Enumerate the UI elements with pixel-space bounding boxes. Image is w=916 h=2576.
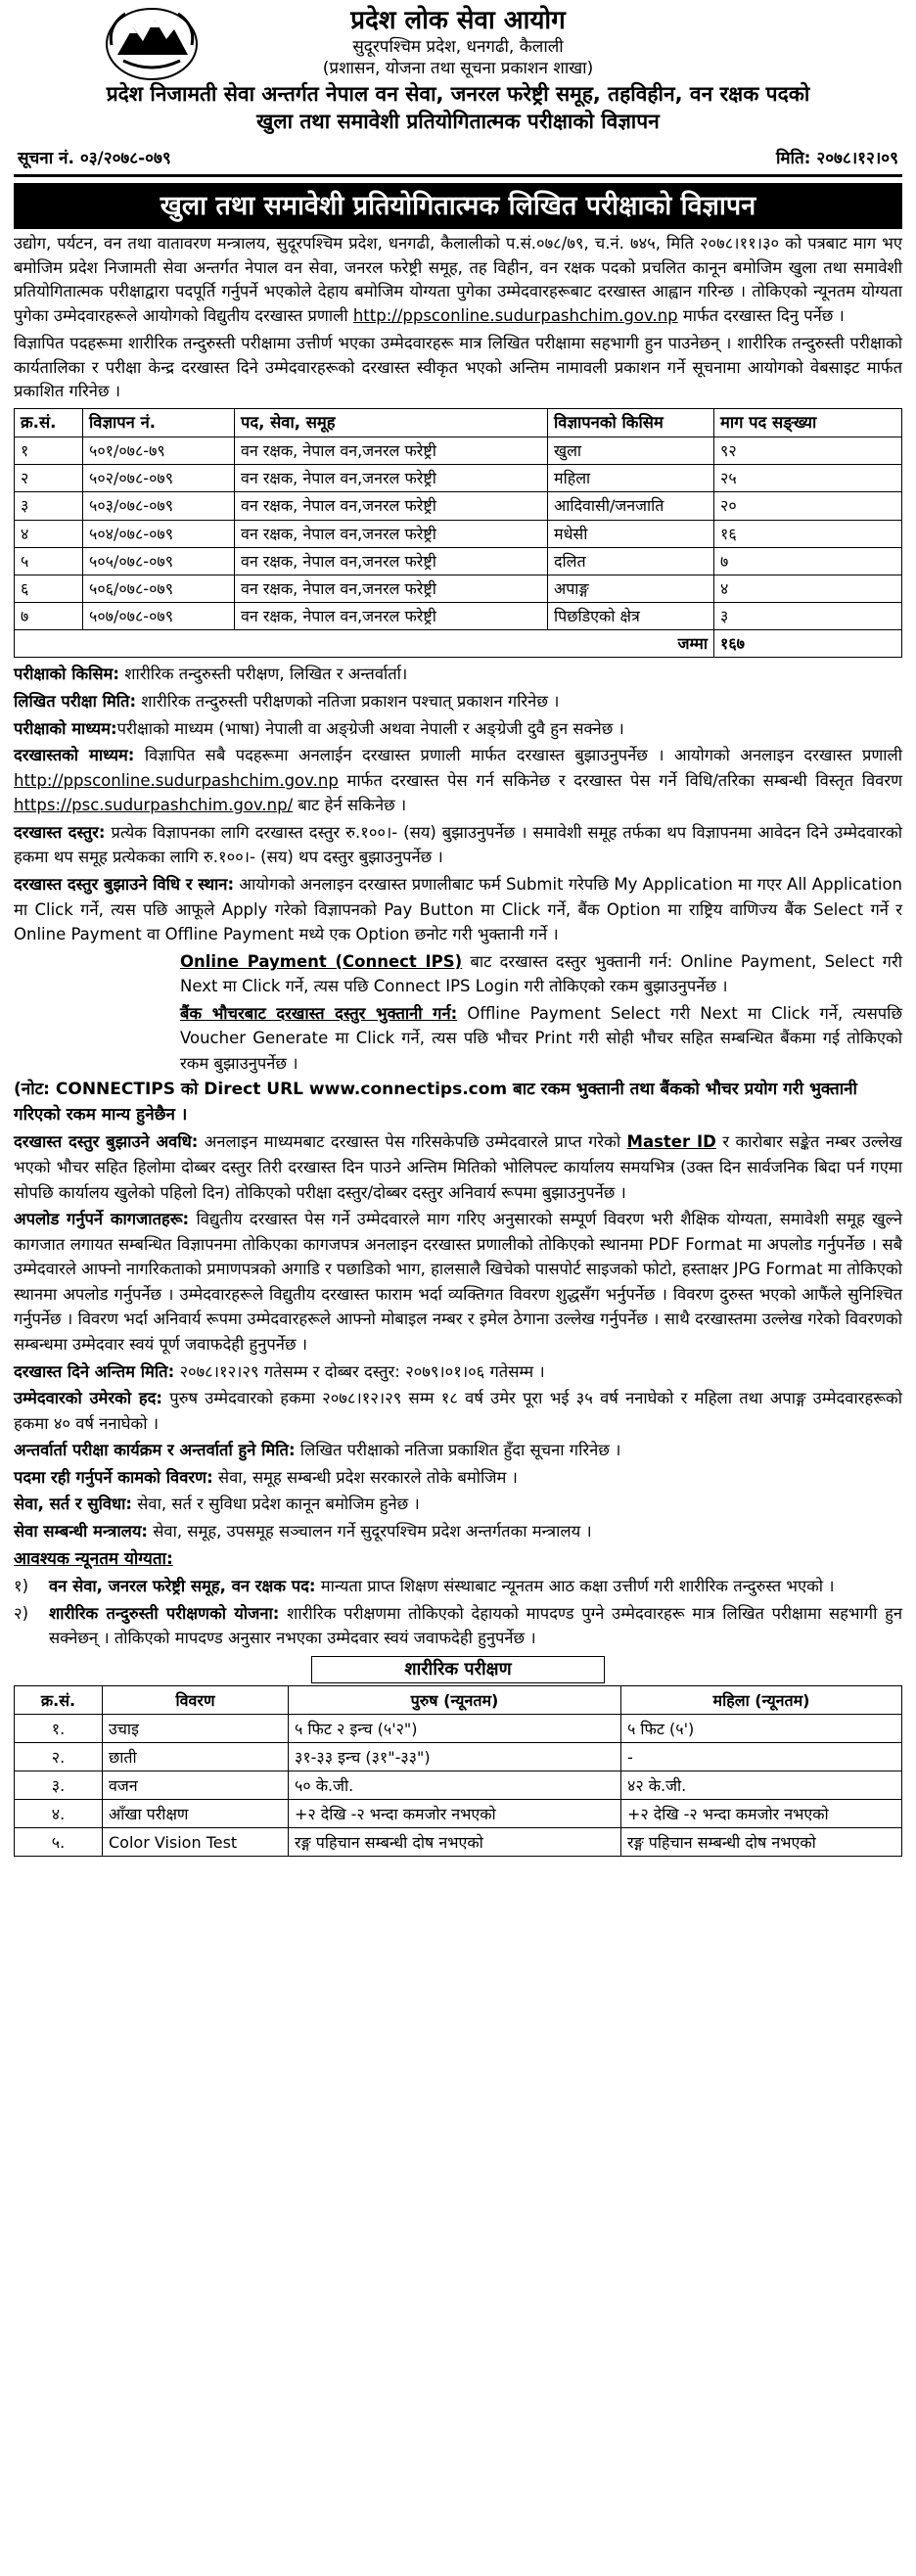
table-cell: वन रक्षक, नेपाल वन,जनरल फरेष्ट्री	[235, 437, 548, 464]
table-cell: उचाइ	[103, 1715, 289, 1743]
table-cell: ४२ के.जी.	[621, 1771, 902, 1800]
table-cell: १६	[714, 520, 902, 547]
exam-type: परीक्षाको किसिम: शारीरिक तन्दुरुस्ती परीक्षण, लिखित र अन्तर्वार्ता।	[14, 665, 408, 684]
age-limit: उम्मेदवारको उमेरको हद: पुरुष उम्मेदवारको हकमा २०७८।१२।२९ सम्म १८ वर्ष उमेर पूरा भई ३५ वर्ष ननाघेको र महिला तथा अपाङ्ग उम्मेदवारहरूको हकमा ४० वर्ष ननाघेको ।	[14, 1389, 903, 1433]
physical-table-header: क्र.सं. विवरण पुरुष (न्यूनतम) महिला (न्यूनतम)	[15, 1686, 902, 1715]
table-row	[15, 547, 902, 575]
table-cell: ५०५/०७८-०७९	[83, 547, 235, 575]
table-cell: १	[15, 437, 83, 464]
exam-medium: परीक्षाको माध्यम:परीक्षाको माध्यम (भाषा) नेपाली वा अङ्ग्रेजी अथवा नेपाली र अङ्ग्रेजी दुवै हुन सक्नेछ ।	[14, 718, 624, 738]
table-cell: ४.	[15, 1800, 103, 1828]
requirement-item: १) वन सेवा, जनरल फरेष्ट्री समूह, वन रक्षक पद: मान्यता प्राप्त शिक्षण संस्थाबाट न्यूनतम आठ कक्षा उत्तीर्ण गरी शारीरिक तन्दुरुस्त भएको ।	[14, 1577, 835, 1596]
table-cell: १.	[15, 1715, 103, 1743]
table-cell: खुला	[548, 437, 714, 464]
table-cell: ३	[714, 603, 902, 630]
table-cell: वन रक्षक, नेपाल वन,जनरल फरेष्ट्री	[235, 465, 548, 492]
psc-website-link[interactable]: https://psc.sudurpashchim.gov.np/	[14, 796, 294, 815]
posts-total-row: जम्मा १६७	[15, 630, 902, 658]
table-cell: छाती	[103, 1743, 289, 1771]
table-row	[15, 575, 902, 602]
table-cell: ३१-३३ इन्च (३१"-३३")	[289, 1743, 621, 1771]
table-cell: ७	[714, 547, 902, 575]
table-cell: ५ फिट (५')	[621, 1715, 902, 1743]
table-row	[15, 520, 902, 547]
table-cell: ५०६/०७८-०७९	[83, 575, 235, 602]
table-cell: २५	[714, 465, 902, 492]
fee-deadline: दरखास्त दस्तुर बुझाउने अवधि: अनलाइन माध्यमबाट दरखास्त पेस गरिसकेपछि उम्मेदवारले प्राप्त गरेको Master ID र कारोबार सङ्केत नम्बर उल्लेख भएको भौचर सहित हिलोमा दोब्बर दस्तुर तिरी दरखास्त दिन पाउने अन्तिम मितिको भोलिपल्ट कार्यालय समयभित्र (उक्त दिन सार्वजनिक बिदा पर्न गएमा सोपछि कार्यालय खुलेको पहिलो दिन) तोकिएको परीक्षा दस्तुर/दोब्बर दस्तुर अनिवार्य रूपमा बुझाउनुपर्नेछ ।	[14, 1132, 903, 1202]
table-row	[15, 1715, 902, 1743]
table-cell: ५०३/०७८-०७९	[83, 492, 235, 520]
physical-test-title: शारीरिक परीक्षण	[311, 1656, 605, 1683]
table-cell: वन रक्षक, नेपाल वन,जनरल फरेष्ट्री	[235, 547, 548, 575]
payment-method: दरखास्त दस्तुर बुझाउने विधि र स्थान: आयोगको अनलाइन दरखास्त प्रणालीबाट फर्म Submit गरेपछि My Application मा गएर All Application मा Click गर्ने, त्यस पछि आफूले Apply गरेको विज्ञापनको Pay Button मा Click गर्ने, बैंक Option मा राष्ट्रिय वाणिज्य बैंक Select गर्ने र Online Payment वा Offline Payment मध्ये एक Option छनोट गरी भुक्तानी गर्ने ।	[14, 874, 902, 944]
table-cell: वन रक्षक, नेपाल वन,जनरल फरेष्ट्री	[235, 575, 548, 602]
reference-row	[14, 145, 902, 177]
table-cell: ९२	[714, 437, 902, 464]
table-cell: आँखा परीक्षण	[103, 1800, 289, 1828]
notice-number: सूचना नं. ०३/२०७८-०७९	[18, 149, 171, 168]
table-row	[15, 603, 902, 630]
job-duties: पदमा रही गर्नुपर्ने कामको विवरण: सेवा, समूह सम्बन्धी प्रदेश सरकारले तोके बमोजिम ।	[14, 1467, 518, 1487]
table-row	[15, 465, 902, 492]
table-cell: ३	[15, 492, 83, 520]
interview-schedule: अन्तर्वार्ता परीक्षा कार्यक्रम र अन्तर्वार्ता हुने मिति: लिखित परीक्षाको नतिजा प्रकाशित हुँदा सूचना गरिनेछ ।	[14, 1441, 621, 1460]
application-fee: दरखास्त दस्तुर: प्रत्येक विज्ञापनका लागि दरखास्त दस्तुर रु.१००।- (सय) बुझाउनुपर्नेछ । समावेशी समूह तर्फका थप विज्ञापनमा आवेदन दिने उम्मेदवारको हकमा थप समूह प्रत्येकका लागि रु.१००।- (सय) थप दस्तुर बुझाउनुपर्नेछ ।	[14, 822, 902, 867]
table-cell: २.	[15, 1743, 103, 1771]
table-cell: महिला	[548, 465, 714, 492]
notice-date: मिति: २०७८।१२।०९	[776, 149, 898, 168]
table-cell: ४	[714, 575, 902, 602]
table-cell: ५०७/०७८-०७९	[83, 603, 235, 630]
table-cell: मधेसी	[548, 520, 714, 547]
online-portal-link[interactable]: http://ppsconline.sudurpashchim.gov.np	[352, 306, 678, 326]
table-cell: वजन	[103, 1771, 289, 1800]
table-cell: ५० के.जी.	[289, 1771, 621, 1800]
table-row	[15, 492, 902, 520]
notice-title-line1: प्रदेश निजामती सेवा अन्तर्गत नेपाल वन सेवा, जनरल फरेष्ट्री समूह, तहविहीन, वन रक्षक पदको	[106, 82, 810, 107]
last-date: दरखास्त दिने अन्तिम मिति: २०७८।१२।२९ गतेसम्म र दोब्बर दस्तुर: २०७९।०१।०६ गतेसम्म ।	[14, 1361, 545, 1381]
table-cell: ५०२/०७८-०७९	[83, 465, 235, 492]
physical-test-table	[14, 1685, 902, 1857]
table-cell: ५०१/०७८-७९	[83, 437, 235, 464]
notice-title-line2: खुला तथा समावेशी प्रतियोगितात्मक परीक्षाको विज्ञापन	[256, 109, 660, 133]
table-cell: ४	[15, 520, 83, 547]
table-cell: ५.	[15, 1828, 103, 1857]
table-row	[15, 437, 902, 464]
table-cell: Color Vision Test	[103, 1828, 289, 1857]
org-address: सुदूरपश्चिम प्रदेश, धनगढी, कैलाली	[352, 37, 564, 58]
intro-paragraph: उद्योग, पर्यटन, वन तथा वातावरण मन्त्रालय, सुदूरपश्चिम प्रदेश, धनगढी, कैलालीको प.सं.०७८/७९, च.नं. ७४५, मिति २०७८।११।३० को पत्रबाट माग भए बमोजिम प्रदेश निजामती सेवा अन्तर्गत नेपाल वन सेवा, जनरल फरेष्ट्री समूह, तह विहीन, वन रक्षक पदको प्रचलित कानून बमोजिम खुला तथा समावेशी प्रतियोगितात्मक परीक्षाद्वारा पदपूर्ति गर्नुपर्ने भएकोले देहाय बमोजिम योग्यता पुगेका उम्मेदवारहरूबाट दरखास्त आह्वान गरिन्छ । तोकिएको न्यूनतम योग्यता पुगेका उम्मेदवारहरूले आयोगको विद्युतीय दरखास्त प्रणाली http://ppsconline.sudurpashchim.gov.np मार्फत दरखास्त दिनु पर्नेछ ।	[14, 233, 902, 326]
intro-paragraph-2: विज्ञापित पदहरूमा शारीरिक तन्दुरुस्ती परीक्षामा उत्तीर्ण भएका उम्मेदवारहरू मात्र लिखित परीक्षामा सहभागी हुन पाउनेछन् । शारीरिक तन्दुरुस्ती परीक्षाको कार्यतालिका र परीक्षा केन्द्र दरखास्त दिने उम्मेदवारहरूको दरखास्त स्वीकृत भएको अन्तिम नामावली प्रकाशन गर्ने सूचनामा आयोगको वेबसाइट मार्फत प्रकाशित गरिनेछ ।	[14, 333, 902, 401]
banner-heading: खुला तथा समावेशी प्रतियोगितात्मक लिखित परीक्षाको विज्ञापन	[14, 183, 902, 229]
table-cell: ५ फिट २ इन्च (५'२")	[289, 1715, 621, 1743]
posts-table	[14, 408, 902, 658]
requirements-heading: आवश्यक न्यूनतम योग्यता:	[14, 1549, 173, 1570]
table-cell: वन रक्षक, नेपाल वन,जनरल फरेष्ट्री	[235, 520, 548, 547]
table-cell: ३.	[15, 1771, 103, 1800]
table-cell: रङ्ग पहिचान सम्बन्धी दोष नभएको	[289, 1828, 621, 1857]
table-cell: ५	[15, 547, 83, 575]
service-terms: सेवा, सर्त र सुविधा: सेवा, सर्त र सुविधा प्रदेश कानून बमोजिम हुनेछ ।	[14, 1495, 420, 1514]
requirement-item: २) शारीरिक तन्दुरुस्ती परीक्षणको योजना: शारीरिक परीक्षणमा तोकिएको देहायको मापदण्ड पुग्ने उम्मेदवारहरू मात्र लिखित परीक्षामा सहभागी हुन सक्नेछन् । तोकिएको मापदण्ड अनुसार नभएका उम्मेदवार स्वयं जवाफदेही हुनुपर्नेछ ।	[14, 1603, 903, 1647]
application-portal-link[interactable]: http://ppsconline.sudurpashchim.gov.np	[14, 770, 339, 790]
upload-documents: अपलोड गर्नुपर्ने कागजातहरू: विद्युतीय दरखास्त पेस गर्ने उम्मेदवारले माग गरिए अनुसारको सम्पूर्ण विवरण भरी शैक्षिक योग्यता, समावेशी समूह खुल्ने कागजात लगायत सम्बन्धित विज्ञापनमा तोकिएका कागजपत्र अनलाइन दरखास्त प्रणालीको तोकिएको स्थानमा PDF Format मा अपलोड गर्नुपर्नेछ । सबै उम्मेदवारले आफ्नो नागरिकताको प्रमाणपत्रको अगाडि र पछाडिको भाग, हालसालै खिचेको पासपोर्ट साइजको फोटो, हस्ताक्षर JPG Format मा तोकिएको स्थानमा अपलोड गर्नुपर्नेछ । उम्मेदवारहरूले विद्युतीय दरखास्त फाराम भर्दा व्यक्तिगत विवरण शुद्धसँग भर्नुपर्नेछ । विवरण दुरुस्त भएको आफैंले सुनिश्चित गर्नुपर्नेछ । विवरण भर्दा अनिवार्य रूपमा उम्मेदवारहरूले आफ्नो मोबाइल नम्बर र इमेल ठेगाना उल्लेख गर्नुपर्नेछ । साथै दरखास्तमा उल्लेख गरेको विवरणको सम्बन्धमा उम्मेदवार स्वयं पूर्ण जवाफदेही हुनुपर्नेछ ।	[14, 1210, 902, 1354]
table-cell: -	[621, 1743, 902, 1771]
table-cell: पिछडिएको क्षेत्र	[548, 603, 714, 630]
posts-table-header: क्र.सं. विज्ञापन नं. पद, सेवा, समूह विज्ञापनको किसिम माग पद सङ्ख्या	[15, 409, 902, 437]
table-cell: +२ देखि -२ भन्दा कमजोर नभएको	[289, 1800, 621, 1828]
table-cell: ६	[15, 575, 83, 602]
table-cell: +२ देखि -२ भन्दा कमजोर नभएको	[621, 1800, 902, 1828]
table-cell: वन रक्षक, नेपाल वन,जनरल फरेष्ट्री	[235, 492, 548, 520]
table-row	[15, 1743, 902, 1771]
table-row	[15, 1771, 902, 1800]
emblem-icon	[104, 6, 200, 82]
table-cell: आदिवासी/जनजाति	[548, 492, 714, 520]
application-medium: दरखास्तको माध्यम: विज्ञापित सबै पदहरूमा अनलाईन दरखास्त प्रणाली मार्फत दरखास्त बुझाउनुपर्नेछ । आयोगको अनलाइन दरखास्त प्रणाली http://ppsconline.sudurpashchim.gov.np मार्फत दरखास्त पेस गर्न सकिनेछ र दरखास्त पेस गर्ने विधि/तरिका सम्बन्धी विस्तृत विवरण https://psc.sudurpashchim.gov.np/ बाट हेर्न सकिनेछ ।	[14, 746, 902, 815]
org-section: (प्रशासन, योजना तथा सूचना प्रकाशन शाखा)	[322, 59, 594, 79]
written-exam-date: लिखित परीक्षा मिति: शारीरिक तन्दुरुस्ती परीक्षणको नतिजा प्रकाशन पश्चात् प्रकाशन गरिनेछ ।	[14, 692, 560, 712]
table-cell: ७	[15, 603, 83, 630]
online-payment: Online Payment (Connect IPS) बाट दरखास्त दस्तुर भुक्तानी गर्न: Online Payment, Select गरी Next मा Click गर्ने, त्यस पछि Connect IPS Login गरी तोकिएको रकम बुझाउनुपर्नेछ ।	[180, 951, 902, 996]
service-ministry: सेवा सम्बन्धी मन्त्रालय: सेवा, समूह, उपसमूह सञ्चालन गर्ने सुदूरपश्चिम प्रदेश अन्तर्गतका मन्त्रालय ।	[14, 1521, 592, 1541]
table-cell: दलित	[548, 547, 714, 575]
table-cell: ५०४/०७८-०७९	[83, 520, 235, 547]
payment-note: (नोट: CONNECTIPS को Direct URL www.connectips.com बाट रकम भुक्तानी तथा बैंकको भौचर प्रयोग गरी भुक्तानी गरिएको रकम मान्य हुनेछैन ।	[14, 1080, 857, 1125]
table-row	[15, 1800, 902, 1828]
table-row	[15, 1828, 902, 1857]
table-cell: रङ्ग पहिचान सम्बन्धी दोष नभएको	[621, 1828, 902, 1857]
table-cell: वन रक्षक, नेपाल वन,जनरल फरेष्ट्री	[235, 603, 548, 630]
table-cell: २	[15, 465, 83, 492]
table-cell: अपाङ्ग	[548, 575, 714, 602]
org-name: प्रदेश लोक सेवा आयोग	[350, 6, 566, 35]
letterhead	[14, 6, 902, 133]
table-cell: २०	[714, 492, 902, 520]
voucher-payment: बैंक भौचरबाट दरखास्त दस्तुर भुक्तानी गर्न: Offline Payment Select गरी Next मा Click गर्ने, त्यसपछि Voucher Generate मा Click गर्ने, त्यस पछि भौचर Print गरी सोही भौचर सहित सम्बन्धित बैंकमा गई तोकिएको रकम बुझाउनुपर्नेछ ।	[180, 1003, 903, 1073]
